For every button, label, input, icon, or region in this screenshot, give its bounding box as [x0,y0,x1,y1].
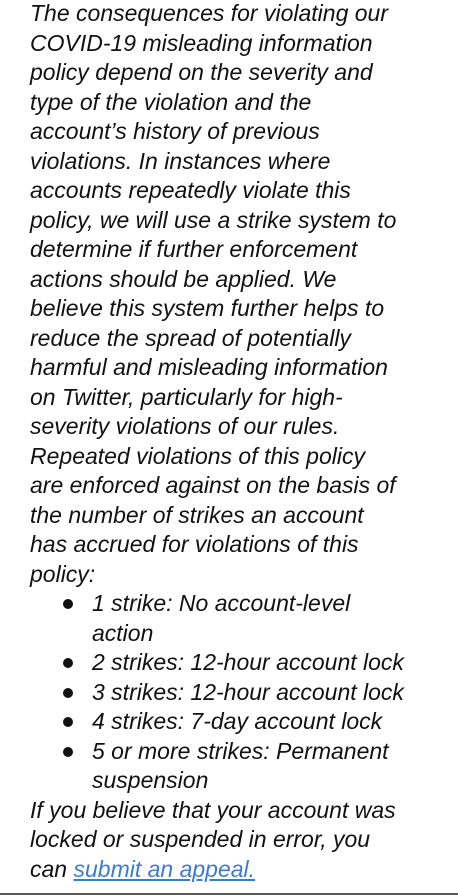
intro-line: accounts repeatedly violate this [30,177,351,203]
intro-line: reduce the spread of potentially [30,324,351,351]
strike-text: 2 strikes: 12-hour account lock [92,649,404,675]
bullet-icon [63,688,73,698]
intro-line: has accrued for violations of this [30,531,359,557]
appeal-line-last [30,855,450,885]
bullet-icon [63,717,73,727]
strike-text-continued: suspension [92,767,209,793]
strike-text: 5 or more strikes: Permanent [92,737,389,764]
intro-line: are enforced against on the basis of [30,472,396,498]
intro-line: The consequences for violating our [30,0,388,26]
intro-line: believe this system further helps to [30,295,385,321]
strike-text: 4 strikes: 7-day account lock [92,708,383,734]
strike-list [30,589,450,796]
intro-line: determine if further enforcement [30,236,358,262]
strike-text-continued: action [92,619,154,646]
intro-line: policy, we will use a strike system to [30,206,397,233]
strike-text: 3 strikes: 12-hour account lock [92,678,404,705]
intro-line: policy depend on the severity and [30,59,373,85]
strike-item-3 [30,678,450,708]
intro-paragraph [30,0,450,589]
appeal-prefix: can [30,855,74,882]
strike-item-4 [30,707,450,737]
intro-line: on Twitter, particularly for high- [30,383,343,410]
bullet-icon [63,747,73,757]
submit-appeal-link[interactable]: submit an appeal. [73,855,256,882]
intro-line: Repeated violations of this policy [30,442,365,469]
intro-line: type of the violation and the [30,88,312,115]
intro-line: COVID-19 misleading information [30,29,373,56]
intro-line: actions should be applied. We [30,265,337,292]
intro-line: violations. In instances where [30,147,331,174]
intro-line: policy: [30,560,96,587]
intro-line: harmful and misleading information [30,354,388,380]
intro-line: severity violations of our rules. [30,413,340,439]
strike-item-5 [30,737,450,796]
bullet-icon [63,599,73,609]
appeal-paragraph [30,796,450,885]
strike-item-1 [30,589,450,648]
strike-text: 1 strike: No account-level [92,590,351,616]
appeal-line: If you believe that your account was [30,796,396,823]
intro-line: the number of strikes an account [30,501,364,528]
bullet-icon [63,658,73,668]
strike-item-2 [30,648,450,678]
intro-line: account’s history of previous [30,118,320,144]
policy-text-block [30,0,450,884]
appeal-line: locked or suspended in error, you [30,826,371,852]
